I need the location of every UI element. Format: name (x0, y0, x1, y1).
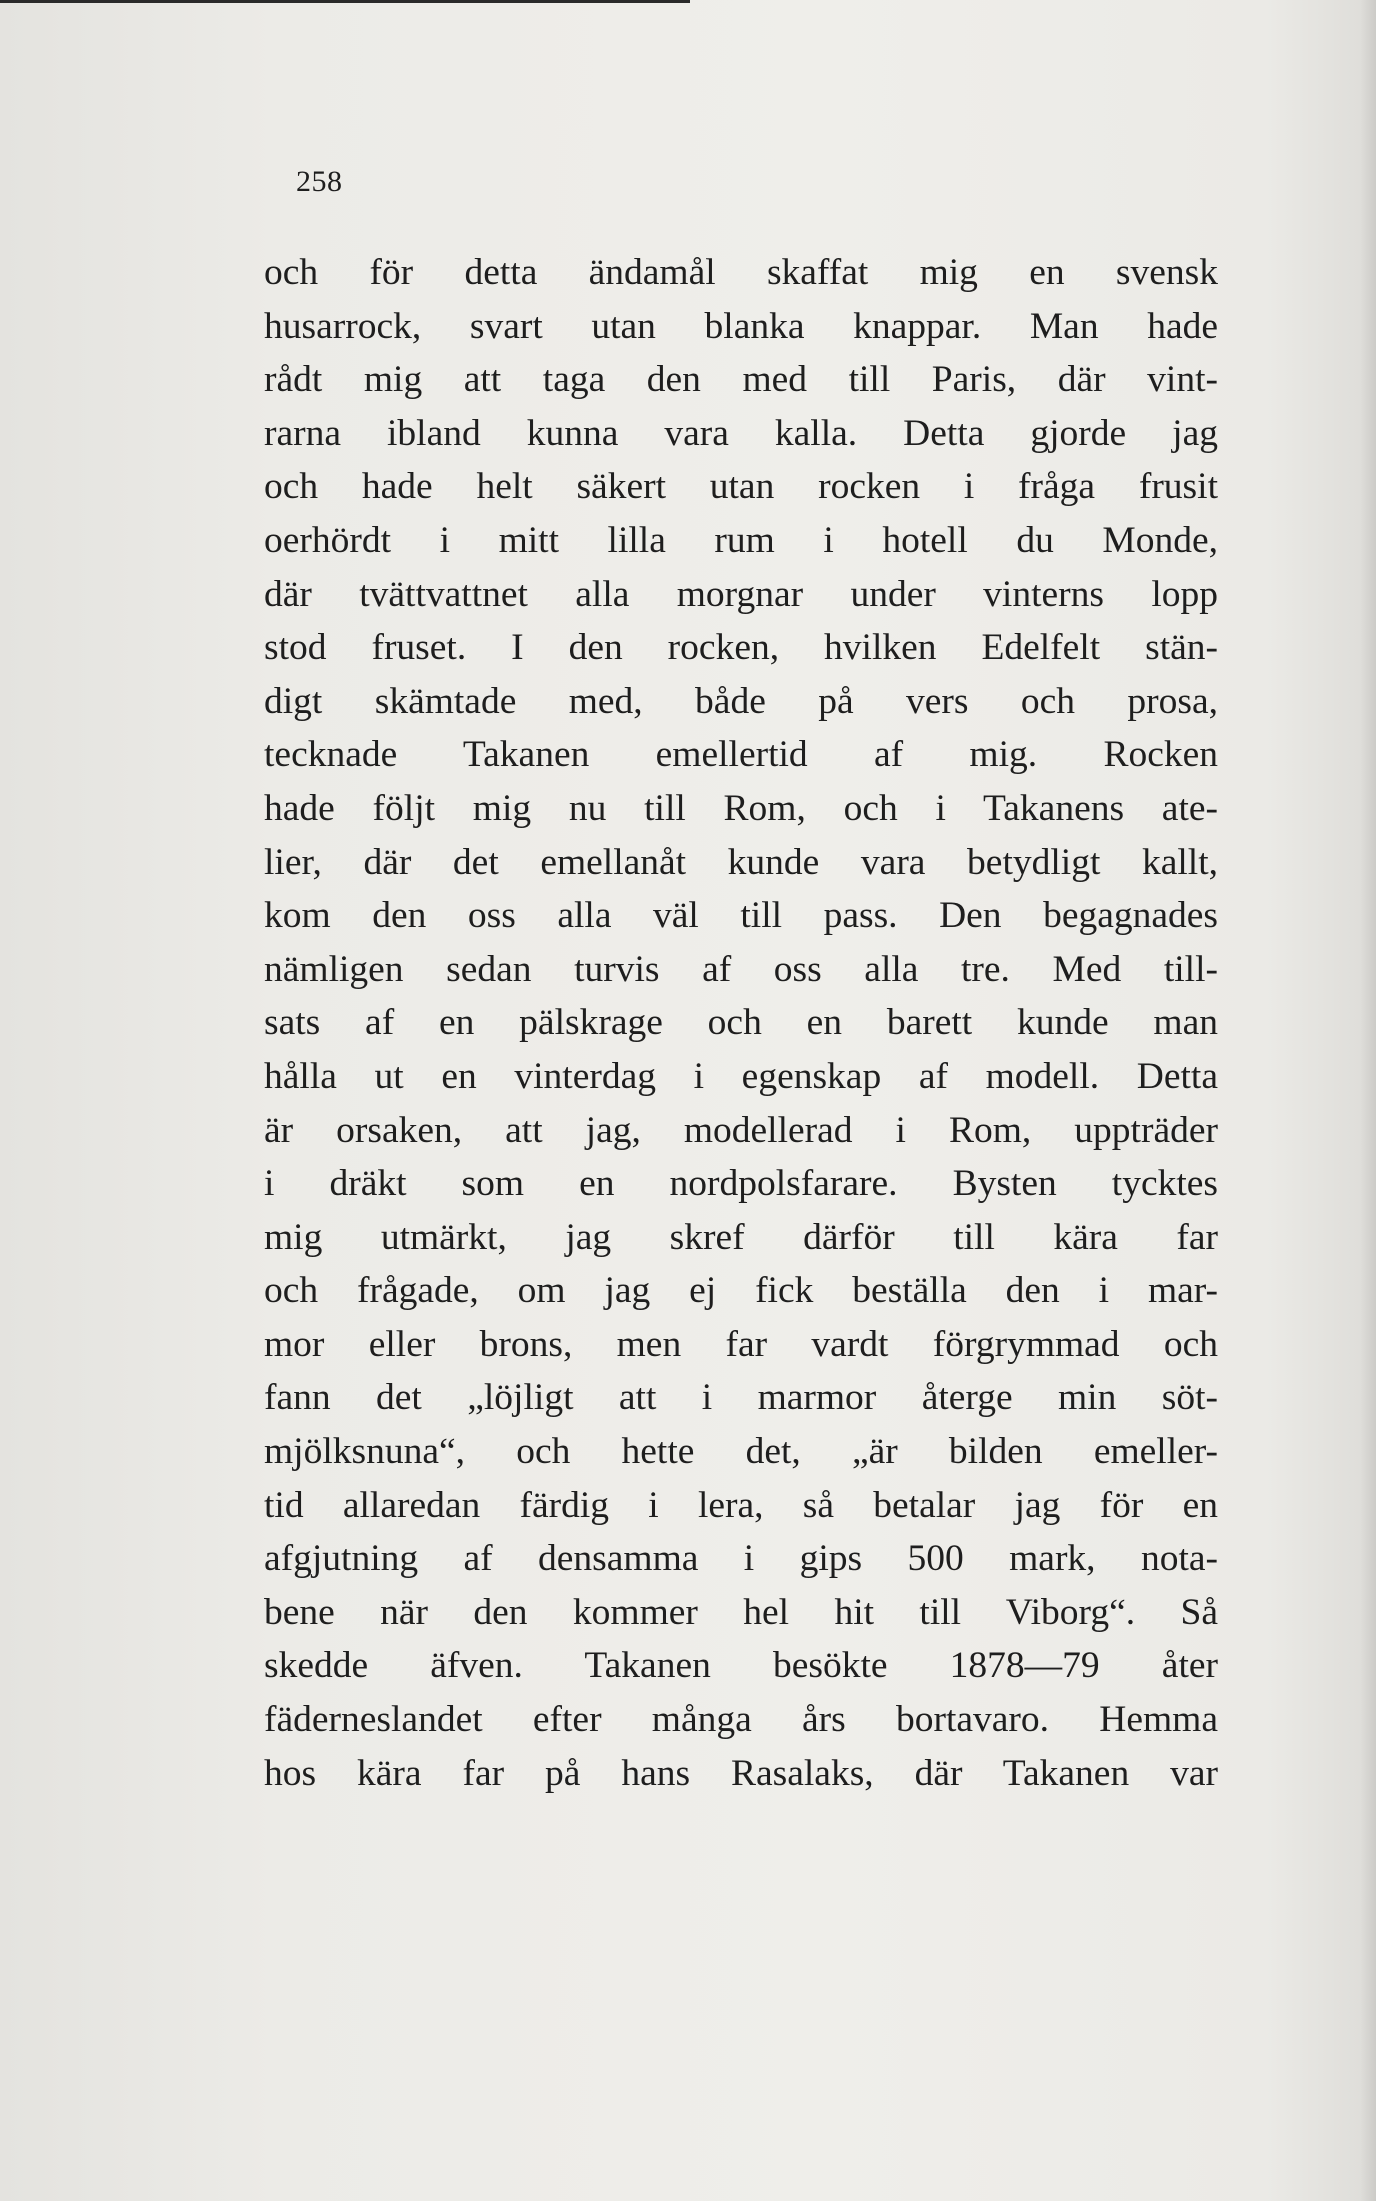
text-line: i dräkt som en nordpolsfarare. Bysten tycktes (264, 1163, 1218, 1205)
text-line: mor eller brons, men far vardt förgrymmad och (264, 1323, 1218, 1365)
text-line: skedde äfven. Takanen besökte 1878—79 åter (264, 1645, 1218, 1687)
text-line: fäderneslandet efter många års bortavaro. Hemma (264, 1699, 1218, 1741)
text-line: nämligen sedan turvis af oss alla tre. Med till- (264, 948, 1218, 990)
text-line: där tvättvattnet alla morgnar under vinterns lopp (264, 573, 1218, 615)
text-line: lier, där det emellanåt kunde vara betydligt kallt, (264, 841, 1218, 883)
text-line: och frågade, om jag ej fick beställa den i mar- (264, 1270, 1218, 1312)
text-line: mjölksnuna“, och hette det, „är bilden emeller- (264, 1431, 1218, 1473)
text-line: är orsaken, att jag, modellerad i Rom, uppträder (264, 1109, 1218, 1151)
text-line: bene när den kommer hel hit till Viborg“. Så (264, 1591, 1218, 1633)
text-line: hos kära far på hans Rasalaks, där Takanen var (264, 1752, 1218, 1794)
text-line: tid allaredan färdig i lera, så betalar jag för en (264, 1484, 1218, 1526)
text-line: och för detta ändamål skaffat mig en svensk (264, 252, 1218, 293)
page-number: 258 (296, 165, 343, 198)
page-edge-shadow (1360, 0, 1376, 2201)
text-line: tecknade Takanen emellertid af mig. Rocken (264, 734, 1218, 776)
text-line: sats af en pälskrage och en barett kunde man (264, 1002, 1218, 1044)
text-line: hålla ut en vinterdag i egenskap af modell. Detta (264, 1055, 1218, 1097)
text-line: stod fruset. I den rocken, hvilken Edelfelt stän- (264, 627, 1218, 669)
text-line: och hade helt säkert utan rocken i fråga frusit (264, 466, 1218, 508)
text-line: hade följt mig nu till Rom, och i Takanens ate- (264, 787, 1218, 829)
text-line: husarrock, svart utan blanka knappar. Man hade (264, 305, 1218, 347)
text-line: kom den oss alla väl till pass. Den begagnades (264, 895, 1218, 937)
text-line: afgjutning af densamma i gips 500 mark, nota- (264, 1538, 1218, 1580)
text-line: fann det „löjligt att i marmor återge min söt- (264, 1377, 1218, 1419)
text-line: rådt mig att taga den med till Paris, där vint- (264, 359, 1218, 401)
body-text (264, 246, 1218, 1800)
text-line: rarna ibland kunna vara kalla. Detta gjorde jag (264, 412, 1218, 454)
top-rule (0, 0, 690, 3)
text-line: digt skämtade med, både på vers och prosa, (264, 680, 1218, 722)
text-line: oerhördt i mitt lilla rum i hotell du Monde, (264, 519, 1218, 561)
text-line: mig utmärkt, jag skref därför till kära far (264, 1216, 1218, 1258)
